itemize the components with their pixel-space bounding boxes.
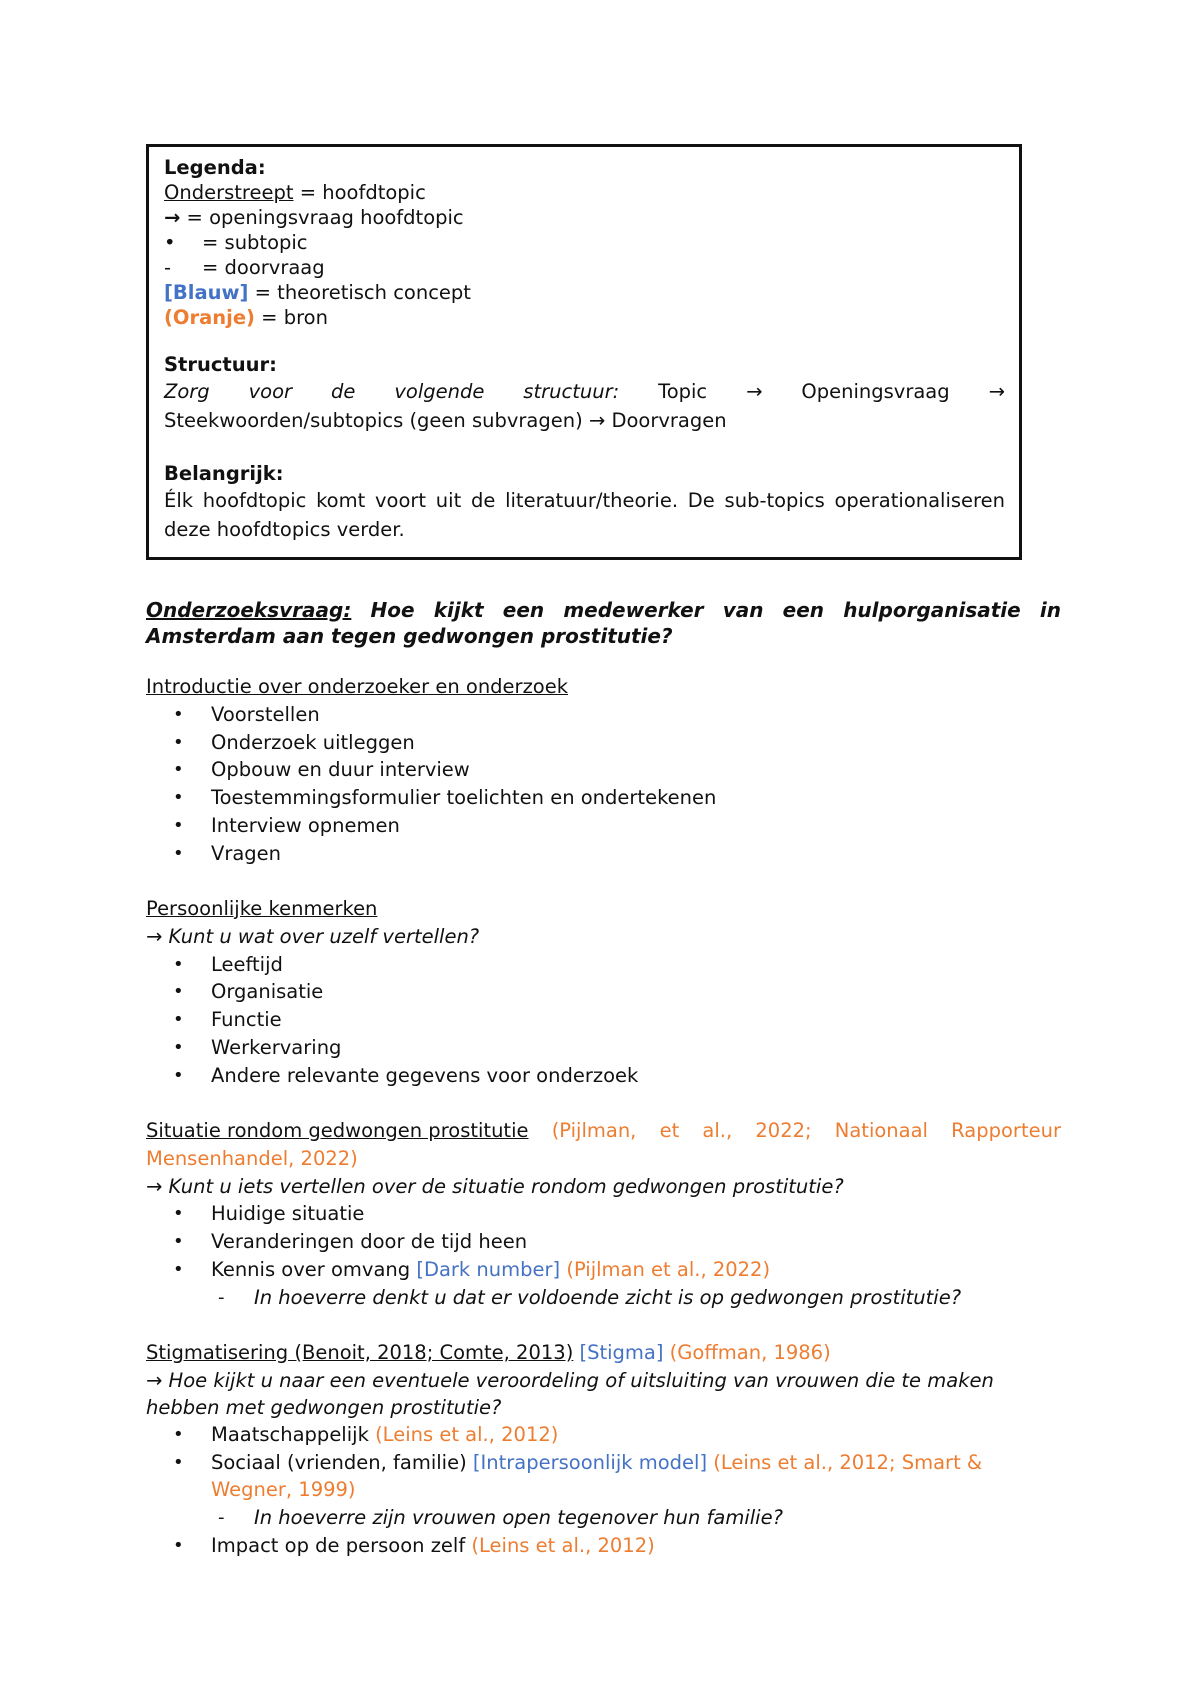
section-source: Mensenhandel, 2022) (146, 1146, 358, 1170)
important-title: Belangrijk: (164, 462, 284, 485)
section-personal (146, 895, 1061, 1090)
list-item: • Functie (146, 1006, 1061, 1034)
list-item: • Vragen (146, 840, 1061, 868)
section-title-line: Situatie rondom gedwongen prostitutie (Pijlman, et al., 2022; Nationaal Rapporteur (146, 1117, 1061, 1145)
arrow-icon: → (746, 380, 763, 403)
legend-row-arrow: → = openingsvraag hoofdtopic (164, 206, 464, 229)
opening-question: → Kunt u iets vertellen over de situatie rondom gedwongen prostitutie? (146, 1174, 844, 1198)
list-item: • Veranderingen door de tijd heen (146, 1228, 1061, 1256)
structure-line-2: Steekwoorden/subtopics (geen subvragen) → Doorvragen (164, 409, 727, 432)
list-item: • Maatschappelijk (Leins et al., 2012) (146, 1421, 1061, 1449)
section-title: Situatie rondom gedwongen prostitutie (146, 1119, 529, 1142)
list-item: • Huidige situatie (146, 1200, 1061, 1228)
arrow-icon: → (164, 206, 181, 229)
list-item: • Opbouw en duur interview (146, 756, 1061, 784)
list-item: • Organisatie (146, 978, 1061, 1006)
section-intro (146, 673, 1061, 868)
structure-line-1: Zorg voor de volgende structuur: Topic → Openingsvraag → (164, 377, 1005, 406)
list-item: • Toestemmingsformulier toelichten en ondertekenen (146, 784, 1061, 812)
list-item: • Impact op de persoon zelf (Leins et al., 2012) (146, 1532, 1061, 1560)
legend-row-underline: Onderstreept = hoofdtopic (164, 181, 426, 204)
section-stigma (146, 1339, 1061, 1560)
list-item: • Voorstellen (146, 701, 1061, 729)
list-item: • Kennis over omvang [Dark number] (Pijlman et al., 2022) (146, 1256, 1061, 1284)
structure-title: Structuur: (164, 353, 277, 376)
list-item: • Leeftijd (146, 951, 1061, 979)
list-item: • Onderzoek uitleggen (146, 729, 1061, 757)
legend-row-orange: (Oranje) = bron (164, 306, 328, 329)
opening-question: → Kunt u wat over uzelf vertellen? (146, 924, 480, 948)
arrow-icon: → (988, 380, 1005, 403)
section-situation (146, 1117, 1061, 1312)
follow-up-question: - In hoeverre denkt u dat er voldoende zicht is op gedwongen prostitutie? (146, 1284, 1061, 1312)
list-item: • Werkervaring (146, 1034, 1061, 1062)
legend-row-dash: - = doorvraag (164, 256, 325, 279)
research-question: Onderzoeksvraag: Hoe kijkt een medewerker van een hulporganisatie in Amsterdam aan tegen gedwongen prostitutie? (146, 598, 1061, 648)
list-item: • Sociaal (vrienden, familie) [Intrapersoonlijk model] (Leins et al., 2012; Smart & Wegner, 1999) (146, 1449, 1061, 1505)
section-title: Persoonlijke kenmerken (146, 897, 378, 920)
follow-up-question: - In hoeverre zijn vrouwen open tegenover hun familie? (146, 1504, 1061, 1532)
important-text: Élk hoofdtopic komt voort uit de literatuur/theorie. De sub-topics operationaliseren deze hoofdtopics verder. (164, 489, 1005, 541)
list-item: • Andere relevante gegevens voor onderzoek (146, 1062, 1061, 1090)
section-title: Stigmatisering (Benoit, 2018; Comte, 2013) (146, 1341, 574, 1364)
dash-icon: - (164, 256, 172, 279)
section-title: Introductie over onderzoeker en onderzoek (146, 675, 569, 698)
legend-box (146, 144, 1022, 560)
section-title-line: Stigmatisering (Benoit, 2018; Comte, 2013) [Stigma] (Goffman, 1986) (146, 1341, 831, 1364)
bullet-icon: • (164, 231, 176, 254)
opening-question: → Hoe kijkt u naar een eventuele veroordeling of uitsluiting van vrouwen die te maken hebben met gedwongen prostitutie? (146, 1368, 994, 1419)
legend-row-blue: [Blauw] = theoretisch concept (164, 281, 471, 304)
legend-title: Legenda: (164, 156, 266, 179)
list-item: • Interview opnemen (146, 812, 1061, 840)
legend-row-bullet: • = subtopic (164, 231, 308, 254)
